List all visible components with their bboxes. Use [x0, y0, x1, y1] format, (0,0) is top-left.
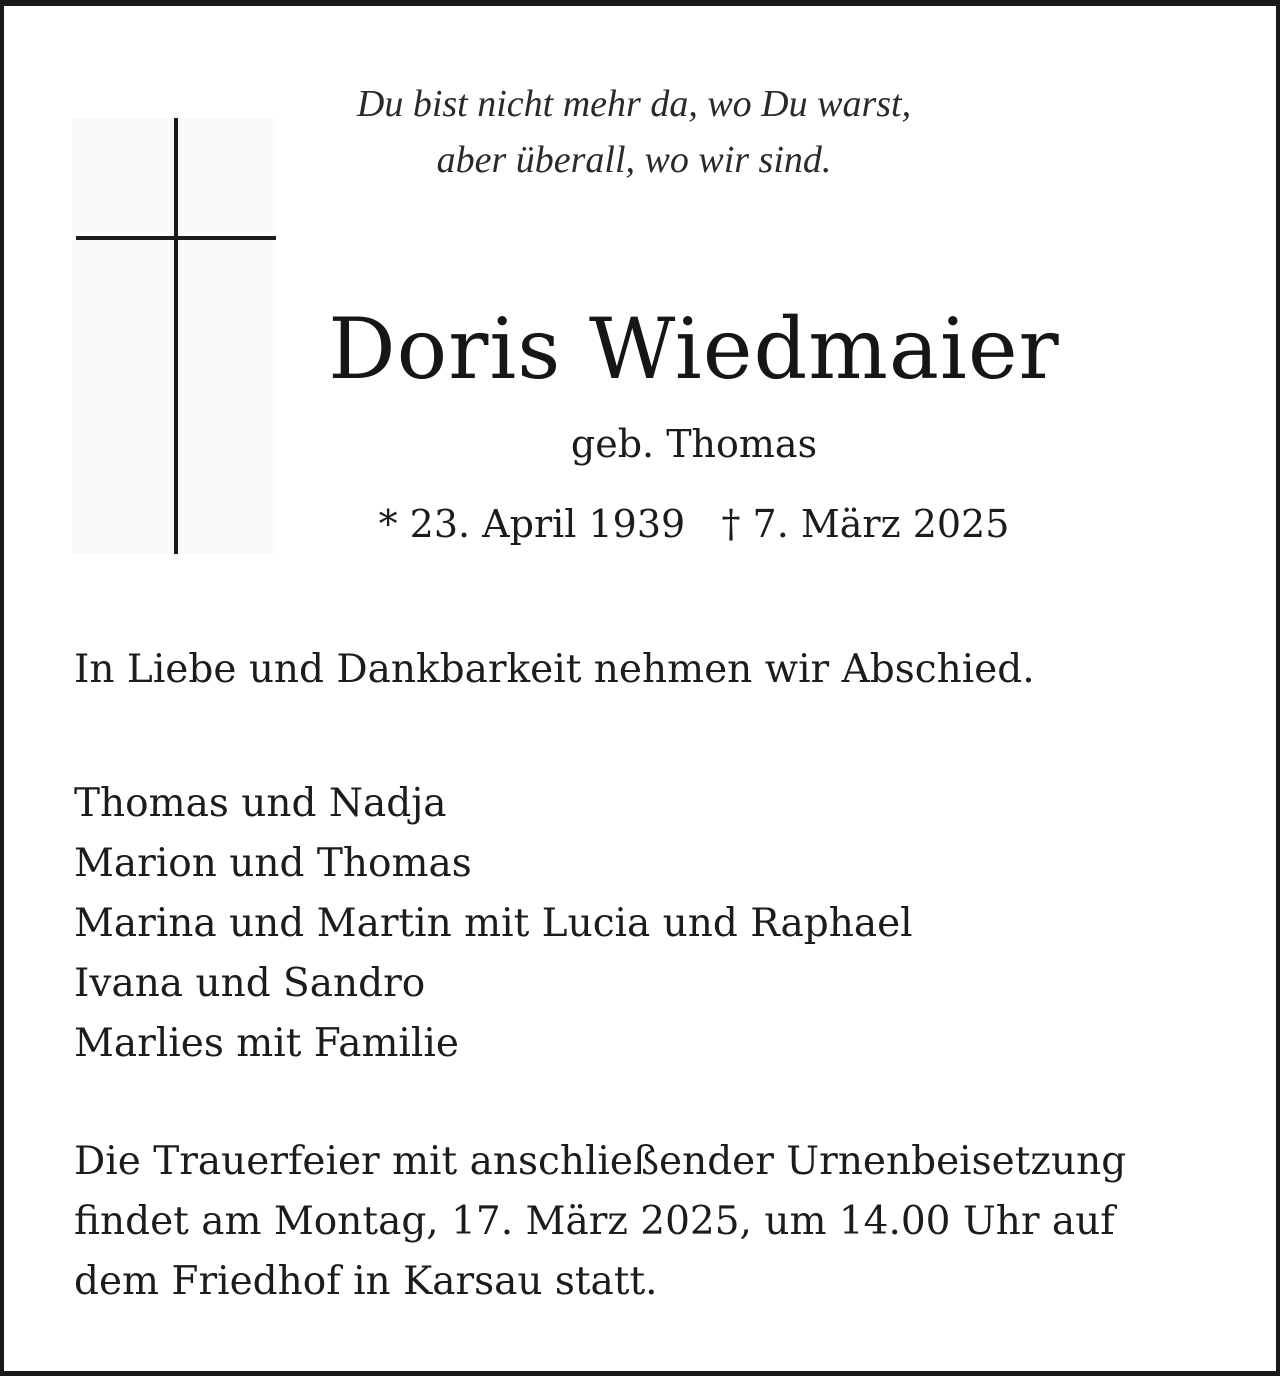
- ceremony-notice: [74, 1132, 1264, 1312]
- cross-vertical-bar: [174, 118, 178, 554]
- family-list: [74, 774, 1264, 1074]
- quote-line-1: Du bist nicht mehr da, wo Du warst,: [356, 83, 912, 125]
- ceremony-line: dem Friedhof in Karsau statt.: [74, 1259, 658, 1304]
- farewell-text: In Liebe und Dankbarkeit nehmen wir Abschied.: [74, 647, 1035, 692]
- life-dates: * 23. April 1939 † 7. März 2025: [378, 502, 1010, 546]
- ceremony-line: findet am Montag, 17. März 2025, um 14.00 Uhr auf: [74, 1199, 1115, 1244]
- quote-line-2: aber überall, wo wir sind.: [436, 139, 832, 181]
- ceremony-line: Die Trauerfeier mit anschließender Urnenbeisetzung: [74, 1139, 1127, 1184]
- maiden-name: geb. Thomas: [570, 422, 818, 466]
- family-member: Thomas und Nadja: [74, 781, 447, 826]
- deceased-name: Doris Wiedmaier: [328, 300, 1060, 398]
- family-member: Marina und Martin mit Lucia und Raphael: [74, 901, 913, 946]
- family-member: Marion und Thomas: [74, 841, 472, 886]
- cross-horizontal-bar: [76, 236, 276, 240]
- family-member: Ivana und Sandro: [74, 961, 426, 1006]
- family-member: Marlies mit Familie: [74, 1021, 459, 1066]
